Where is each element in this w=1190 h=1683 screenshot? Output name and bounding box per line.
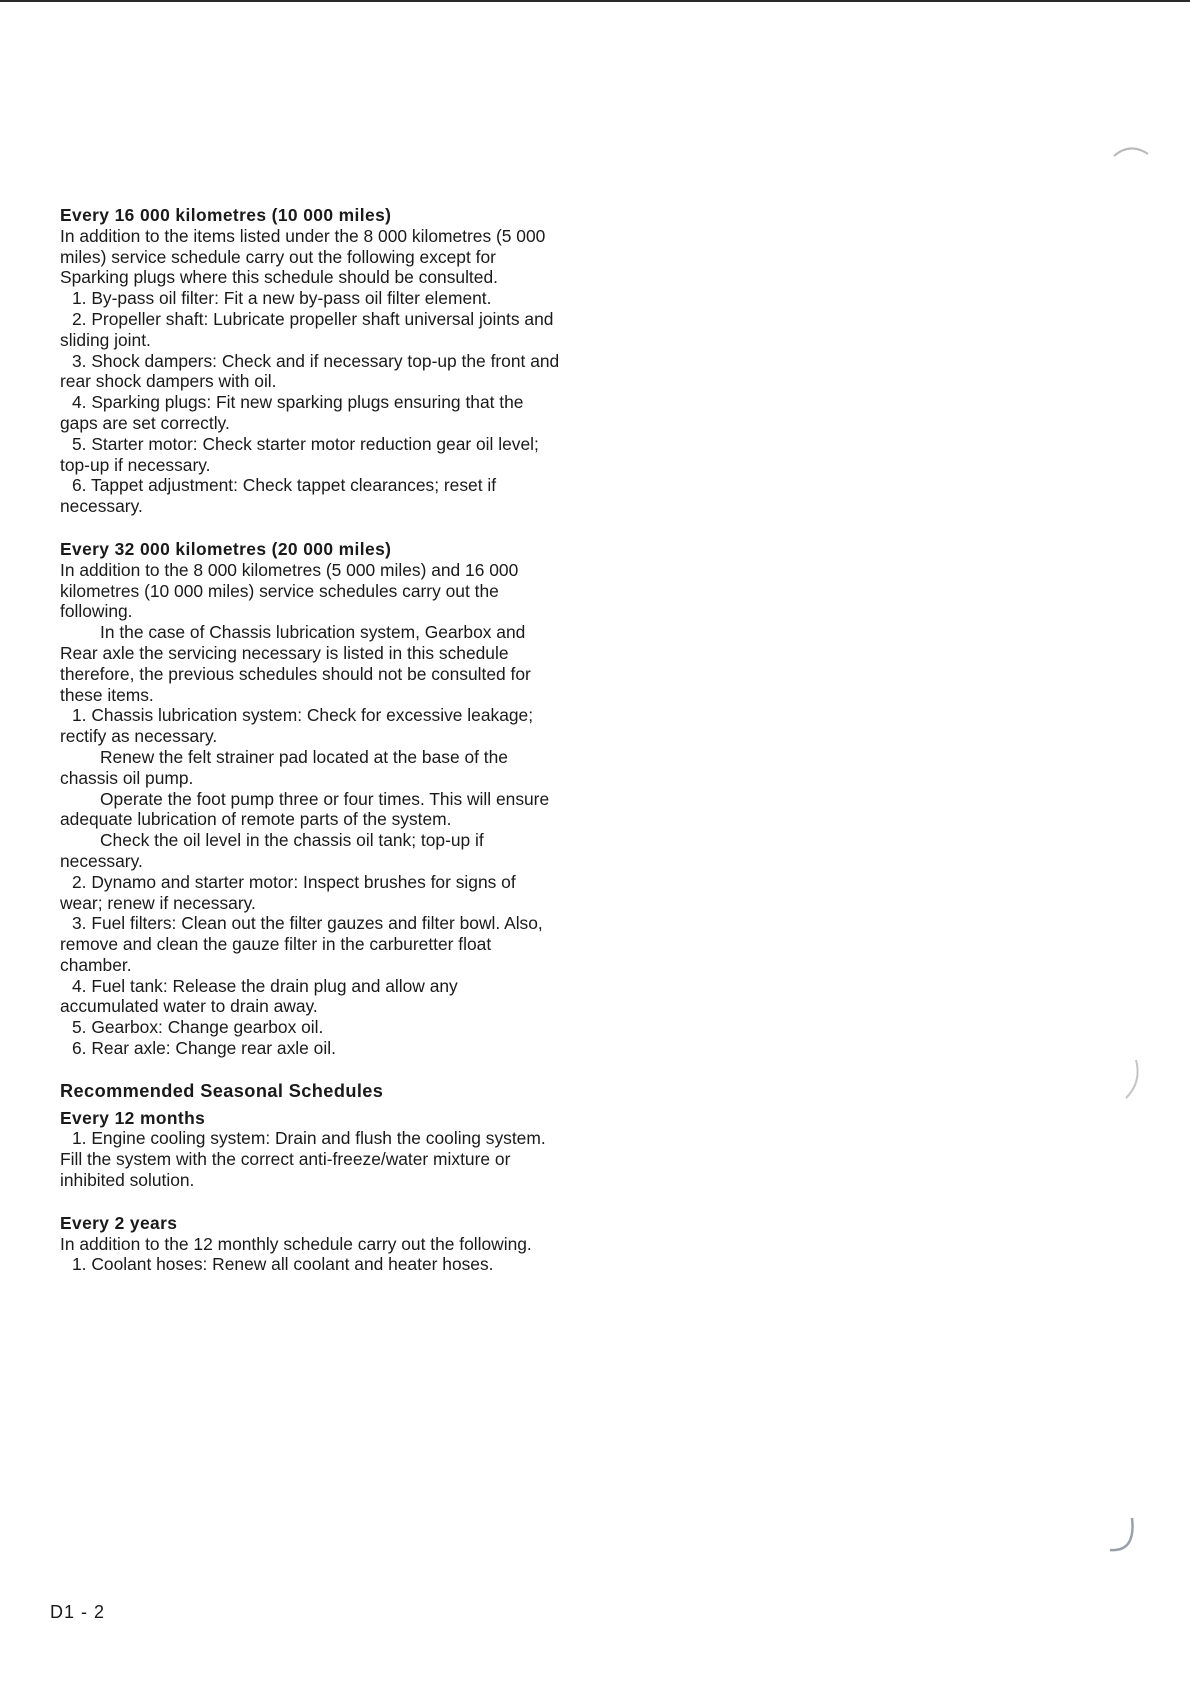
document-body [60,205,560,1297]
list-item: 6. Tappet adjustment: Check tappet clearances; reset if necessary. [60,475,497,517]
section-intro: In addition to the items listed under the 8 000 kilometres (5 000 miles) service schedule carry out the following except for Sparking plugs where this schedule should be consulted. [60,225,546,288]
section-heading: Every 32 000 kilometres (20 000 miles) [60,538,392,559]
list-item: 3. Shock dampers: Check and if necessary top-up the front and rear shock dampers with oil. [60,350,560,392]
punch-hole-mark-icon [1112,140,1152,160]
section-note: In the case of Chassis lubrication system, Gearbox and Rear axle the servicing necessary is listed in this schedule therefore, the previous schedules should not be consulted for these items. [60,622,531,705]
subsection-12-months [60,1108,560,1191]
list-item: 1. Coolant hoses: Renew all coolant and heater hoses. [72,1254,494,1275]
list-item: 2. Propeller shaft: Lubricate propeller shaft universal joints and sliding joint. [60,308,554,350]
list-item: 3. Fuel filters: Clean out the filter gauzes and filter bowl. Also, remove and clean the gauze filter in the carburetter float chamber. [60,913,543,975]
list-item: 6. Rear axle: Change rear axle oil. [72,1038,336,1059]
list-subitem: Renew the felt strainer pad located at the base of the chassis oil pump. [60,746,508,788]
list-subitem: Operate the foot pump three or four times. This will ensure adequate lubrication of remote parts of the system. [60,788,550,830]
punch-hole-mark-icon [1120,1058,1144,1102]
list-subitem: Check the oil level in the chassis oil tank; top-up if necessary. [60,830,484,871]
list-item: 5. Gearbox: Change gearbox oil. [72,1017,324,1038]
list-item: 4. Fuel tank: Release the drain plug and allow any accumulated water to drain away. [60,975,458,1017]
section-32000km [60,539,560,1059]
subsection-heading: Every 12 months [60,1107,206,1128]
list-item: 1. Engine cooling system: Drain and flush the cooling system. Fill the system with the correct anti-freeze/water mixture or inhibited solution. [60,1128,546,1191]
list-item: 4. Sparking plugs: Fit new sparking plugs ensuring that the gaps are set correctly. [60,392,524,433]
section-intro: In addition to the 8 000 kilometres (5 000 miles) and 16 000 kilometres (10 000 miles) service schedules carry out the following. [60,559,519,622]
section-seasonal [60,1081,560,1275]
subsection-intro: In addition to the 12 monthly schedule carry out the following. [60,1233,532,1254]
punch-hole-mark-icon [1106,1514,1140,1558]
page-top-border [0,0,1190,2]
section-heading: Every 16 000 kilometres (10 000 miles) [60,205,392,225]
seasonal-heading: Recommended Seasonal Schedules [60,1080,384,1101]
list-item: 1. Chassis lubrication system: Check for excessive leakage; rectify as necessary. [60,705,534,747]
list-item: 5. Starter motor: Check starter motor reduction gear oil level; top-up if necessary. [60,433,539,475]
section-16000km [60,205,560,517]
subsection-heading: Every 2 years [60,1212,178,1233]
subsection-2-years [60,1213,560,1275]
page-number: D1 - 2 [50,1602,106,1622]
list-item: 1. By-pass oil filter: Fit a new by-pass oil filter element. [72,288,492,309]
list-item: 2. Dynamo and starter motor: Inspect brushes for signs of wear; renew if necessary. [60,871,516,913]
